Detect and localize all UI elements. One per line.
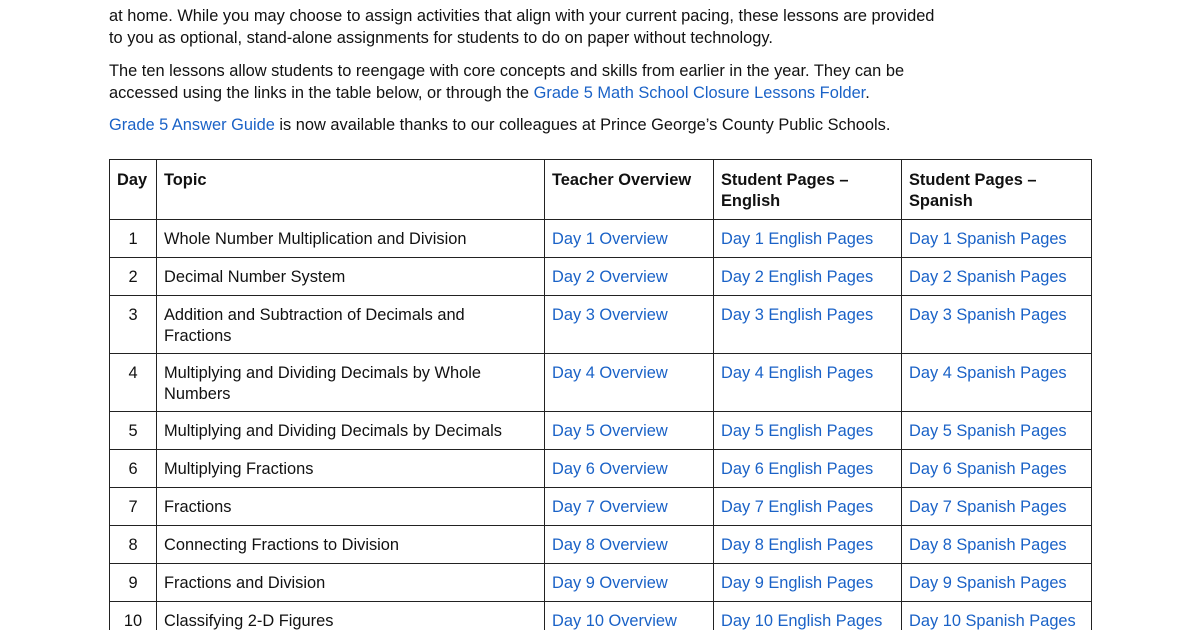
topic-cell: Multiplying and Dividing Decimals by Decimals	[157, 412, 545, 450]
day-number: 8	[110, 526, 157, 564]
spanish-cell	[902, 602, 1092, 630]
english-cell	[714, 526, 902, 564]
header-student-pages-spanish	[902, 160, 1092, 220]
overview-link[interactable]: Day 10 Overview	[552, 612, 677, 630]
overview-cell	[545, 412, 714, 450]
header-day: Day	[110, 160, 157, 220]
overview-cell	[545, 296, 714, 354]
overview-cell	[545, 450, 714, 488]
overview-cell	[545, 354, 714, 412]
english-pages-link[interactable]: Day 2 English Pages	[721, 268, 874, 286]
day-number: 6	[110, 450, 157, 488]
spanish-pages-link[interactable]: Day 6 Spanish Pages	[909, 460, 1067, 478]
day-number: 5	[110, 412, 157, 450]
english-pages-link[interactable]: Day 3 English Pages	[721, 306, 874, 324]
overview-cell	[545, 220, 714, 258]
english-cell	[714, 602, 902, 630]
table-row	[110, 412, 1092, 450]
spanish-cell	[902, 412, 1092, 450]
lessons-line-1: The ten lessons allow students to reengage with core concepts and skills from earlier in the year. They can be	[109, 62, 905, 80]
table-row	[110, 296, 1092, 354]
overview-link[interactable]: Day 3 Overview	[552, 306, 668, 324]
day-number: 2	[110, 258, 157, 296]
spanish-cell	[902, 354, 1092, 412]
spanish-pages-link[interactable]: Day 1 Spanish Pages	[909, 230, 1067, 248]
english-pages-link[interactable]: Day 9 English Pages	[721, 574, 874, 592]
header-student-pages-english	[714, 160, 902, 220]
day-number: 1	[110, 220, 157, 258]
lessons-paragraph	[109, 60, 989, 104]
table-header-row	[110, 160, 1092, 220]
english-pages-link[interactable]: Day 8 English Pages	[721, 536, 874, 554]
spanish-pages-link[interactable]: Day 2 Spanish Pages	[909, 268, 1067, 286]
spanish-pages-link[interactable]: Day 7 Spanish Pages	[909, 498, 1067, 516]
spanish-pages-link[interactable]: Day 4 Spanish Pages	[909, 364, 1067, 382]
english-pages-link[interactable]: Day 1 English Pages	[721, 230, 874, 248]
topic-line-2: Numbers	[164, 384, 231, 403]
spanish-pages-link[interactable]: Day 10 Spanish Pages	[909, 612, 1076, 630]
table-row	[110, 526, 1092, 564]
overview-cell	[545, 488, 714, 526]
header-teacher-overview: Teacher Overview	[545, 160, 714, 220]
spanish-pages-link[interactable]: Day 9 Spanish Pages	[909, 574, 1067, 592]
lessons-line-2	[109, 82, 989, 104]
day-number: 4	[110, 354, 157, 412]
overview-cell	[545, 258, 714, 296]
english-cell	[714, 564, 902, 602]
answer-guide-link[interactable]: Grade 5 Answer Guide	[109, 116, 275, 134]
header-spanish-line-2: Spanish	[909, 191, 973, 210]
spanish-cell	[902, 564, 1092, 602]
english-pages-link[interactable]: Day 5 English Pages	[721, 422, 874, 440]
spanish-pages-link[interactable]: Day 5 Spanish Pages	[909, 422, 1067, 440]
table-row	[110, 564, 1092, 602]
topic-cell	[157, 296, 545, 354]
overview-link[interactable]: Day 8 Overview	[552, 536, 668, 554]
answer-guide-paragraph	[109, 114, 989, 136]
english-cell	[714, 488, 902, 526]
overview-link[interactable]: Day 2 Overview	[552, 268, 668, 286]
header-english-line-1: Student Pages –	[721, 171, 849, 189]
spanish-cell	[902, 258, 1092, 296]
header-english-line-2: English	[721, 191, 781, 210]
day-number: 10	[110, 602, 157, 630]
topic-cell: Decimal Number System	[157, 258, 545, 296]
lessons-line-2-text: accessed using the links in the table below, or through the	[109, 84, 534, 102]
answer-guide-text: is now available thanks to our colleagues at Prince George’s County Public Schools.	[274, 116, 891, 134]
overview-cell	[545, 564, 714, 602]
overview-link[interactable]: Day 4 Overview	[552, 364, 668, 382]
english-pages-link[interactable]: Day 7 English Pages	[721, 498, 874, 516]
english-cell	[714, 450, 902, 488]
day-number: 7	[110, 488, 157, 526]
topic-line-2: Fractions	[164, 326, 232, 345]
day-number: 9	[110, 564, 157, 602]
intro-paragraph	[109, 5, 989, 49]
table-row	[110, 354, 1092, 412]
topic-cell: Classifying 2-D Figures	[157, 602, 545, 630]
overview-cell	[545, 602, 714, 630]
overview-link[interactable]: Day 5 Overview	[552, 422, 668, 440]
spanish-cell	[902, 450, 1092, 488]
lessons-line-2-end: .	[865, 84, 870, 102]
overview-link[interactable]: Day 1 Overview	[552, 230, 668, 248]
topic-cell: Whole Number Multiplication and Division	[157, 220, 545, 258]
spanish-cell	[902, 488, 1092, 526]
topic-cell: Multiplying Fractions	[157, 450, 545, 488]
lessons-table	[109, 159, 1092, 630]
intro-line-2: to you as optional, stand-alone assignments for students to do on paper without technology.	[109, 29, 773, 47]
header-topic: Topic	[157, 160, 545, 220]
overview-cell	[545, 526, 714, 564]
overview-link[interactable]: Day 7 Overview	[552, 498, 668, 516]
table-row	[110, 488, 1092, 526]
math-folder-link[interactable]: Grade 5 Math School Closure Lessons Folder	[533, 84, 866, 102]
spanish-cell	[902, 526, 1092, 564]
english-pages-link[interactable]: Day 4 English Pages	[721, 364, 874, 382]
spanish-cell	[902, 220, 1092, 258]
english-cell	[714, 412, 902, 450]
english-cell	[714, 220, 902, 258]
spanish-cell	[902, 296, 1092, 354]
table-row	[110, 258, 1092, 296]
intro-line-1: at home. While you may choose to assign activities that align with your current pacing, these lessons are provided	[109, 7, 935, 25]
spanish-pages-link[interactable]: Day 3 Spanish Pages	[909, 306, 1067, 324]
english-cell	[714, 296, 902, 354]
overview-link[interactable]: Day 6 Overview	[552, 460, 668, 478]
english-cell	[714, 354, 902, 412]
topic-cell	[157, 354, 545, 412]
answer-guide-line	[109, 114, 989, 136]
topic-cell: Connecting Fractions to Division	[157, 526, 545, 564]
topic-line-1: Multiplying and Dividing Decimals by Whole	[164, 364, 482, 382]
overview-link[interactable]: Day 9 Overview	[552, 574, 668, 592]
table-row	[110, 450, 1092, 488]
table-row	[110, 602, 1092, 630]
topic-line-1: Addition and Subtraction of Decimals and	[164, 306, 465, 324]
table-row	[110, 220, 1092, 258]
spanish-pages-link[interactable]: Day 8 Spanish Pages	[909, 536, 1067, 554]
english-pages-link[interactable]: Day 6 English Pages	[721, 460, 874, 478]
day-number: 3	[110, 296, 157, 354]
topic-cell: Fractions	[157, 488, 545, 526]
english-pages-link[interactable]: Day 10 English Pages	[721, 612, 883, 630]
english-cell	[714, 258, 902, 296]
header-spanish-line-1: Student Pages –	[909, 171, 1037, 189]
topic-cell: Fractions and Division	[157, 564, 545, 602]
